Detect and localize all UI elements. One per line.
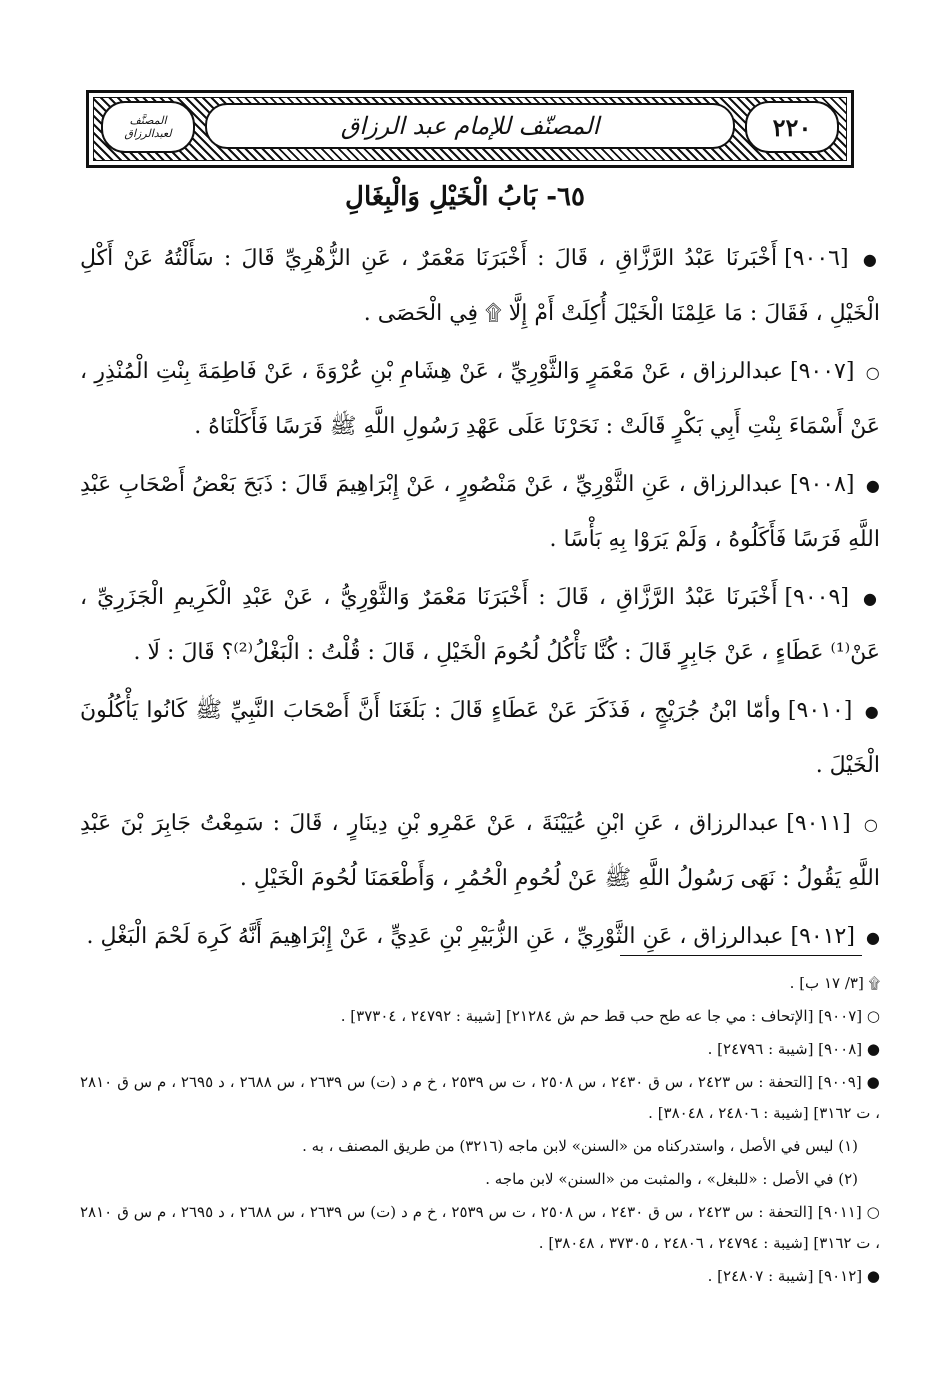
hadith-9012 <box>80 910 880 965</box>
page-header <box>86 90 854 168</box>
footnote-9008: ● [٩٠٠٨] [شيبة : ٢٤٧٩٦] . <box>707 1040 880 1058</box>
hadith-text: [٩٠١٠] وأمّا ابْنُ جُرَيْجٍ ، فَذَكَرَ عَنْ عَطَاءٍ قَالَ : بَلَغَنَا أَنَّ أَصْحَابَ النَّبِيِّ ﷺ كَانُوا يَأْكُلُونَ الْخَيْلَ . <box>80 698 880 778</box>
hadith-marker: ● <box>854 250 880 269</box>
footnote-2: (٢) في الأصل : «للبغل» ، والمثبت من «السنن» لابن ماجه . <box>485 1170 858 1188</box>
hadith-text: [٩٠٠٦] أَخْبَرنَا عَبْدُ الرَّزَّاقِ ، قَالَ : أَخْبَرَنَا مَعْمَرٌ ، عَنِ الزُّهْرِيِّ قَالَ : سَأَلْتُهُ عَنْ أَكْلِ الْخَيْلِ ، فَقَالَ : مَا عَلِمْنَا الْخَيْلَ أُكِلَتْ أَمْ إِلَّا ۩ فِي الْحَصَى . <box>80 246 880 326</box>
hadith-9008 <box>80 458 880 567</box>
hadith-marker: ● <box>860 476 881 495</box>
hadith-marker: ● <box>854 589 881 608</box>
hadith-9011 <box>80 797 880 906</box>
hadith-list <box>80 232 880 969</box>
book-logo-cartouche <box>101 101 195 153</box>
hadith-9010 <box>80 684 880 793</box>
footnote-9009: ● [٩٠٠٩] [التحفة : س ٢٤٢٣ ، س ق ٢٤٣٠ ، س ٢٥٠٨ ، ت س ٢٥٣٩ ، خ م د (ت) س ٢٦٣٩ ، س ٢٦٨٨ ، د ٢٦٩٥ ، م س ق ٢٨١٠ ، ت ٣١٦٢] [شيبة : ٢٤٨٠٦ ، ٣٨٠٤٨] . <box>80 1073 880 1122</box>
page-number-cartouche <box>745 101 839 153</box>
footnotes <box>80 968 880 1294</box>
header-title-band <box>205 103 735 149</box>
hadith-9009 <box>80 571 880 680</box>
hadith-text: [٩٠١١] عبدالرزاق ، عَنِ ابْنِ عُيَيْنَةَ ، عَنْ عَمْرِو بْنِ دِينَارٍ ، قَالَ : سَمِعْتُ جَابِرَ بْنَ عَبْدِ اللَّهِ يَقُولُ : نَهَى رَسُولُ اللَّهِ ﷺ عَنْ لُحُومِ الْحُمُرِ ، وَأَطْعَمَنَا لُحُومَ الْخَيْلِ . <box>80 811 880 891</box>
hadith-marker: ● <box>860 928 880 947</box>
hadith-text: [٩٠٠٧] عبدالرزاق ، عَنْ مَعْمَرٍ وَالثَّوْرِيِّ ، عَنْ هِشَامِ بْنِ عُرْوَةَ ، عَنْ فَاطِمَةَ بِنْتِ الْمُنْذِرِ ، عَنْ أَسْمَاءَ بِنْتِ أَبِي بَكْرٍ قَالَتْ : نَحَرْنَا عَلَى عَهْدِ رَسُولِ اللَّهِ ﷺ فَرَسًا فَأَكَلْنَاهُ . <box>80 359 880 439</box>
footnote-9012: ● [٩٠١٢] [شيبة : ٢٤٨٠٧] . <box>707 1267 880 1285</box>
hadith-9007 <box>80 345 880 454</box>
footnote-1: (١) ليس في الأصل ، واستدركناه من «السنن» لابن ماجه (٣٢١٦) من طريق المصنف ، به . <box>302 1137 858 1155</box>
running-title: المصنّف للإمام عبد الرزاق <box>340 112 600 140</box>
hadith-marker: ○ <box>860 363 881 382</box>
hadith-marker: ○ <box>856 815 881 834</box>
footnote-9011: ○ [٩٠١١] [التحفة : س ٢٤٢٣ ، س ق ٢٤٣٠ ، س ٢٥٠٨ ، ت س ٢٥٣٩ ، خ م د (ت) س ٢٦٣٩ ، س ٢٦٨٨ ، د ٢٦٩٥ ، م س ق ٢٨١٠ ، ت ٣١٦٢] [شيبة : ٢٤٧٩٤ ، ٢٤٨٠٦ ، ٣٧٣٠٥ ، ٣٨٠٤٨] . <box>80 1203 880 1252</box>
hadith-marker: ● <box>858 702 881 721</box>
hadith-text: [٩٠٠٩] أَخْبَرنَا عَبْدُ الرَّزَّاقِ ، قَالَ : أَخْبَرَنَا مَعْمَرٌ وَالثَّوْرِيُّ ، عَنْ عَبْدِ الْكَرِيمِ الْجَزَرِيِّ ، عَنْ⁽¹⁾ عَطَاءٍ ، عَنْ جَابِرٍ قَالَ : كُنَّا نَأْكُلُ لُحُومَ الْخَيْلِ ، قَالَ : قُلْتُ : الْبَغْلُ⁽²⁾؟ قَالَ : لَا . <box>80 585 880 665</box>
hadith-9006 <box>80 232 880 341</box>
footnote-divider <box>620 955 862 956</box>
hadith-text: [٩٠٠٨] عبدالرزاق ، عَنِ الثَّوْرِيِّ ، عَنْ مَنْصُورٍ ، عَنْ إِبْرَاهِيمَ قَالَ : ذَبَحَ بَعْضُ أَصْحَابِ عَبْدِ اللَّهِ فَرَسًا فَأَكَلُوهُ ، وَلَمْ يَرَوْا بِهِ بَأْسًا . <box>80 472 880 552</box>
page-number: ٢٢٠ <box>772 112 812 142</box>
hadith-text: [٩٠١٢] عبدالرزاق ، عَنِ الثَّوْرِيِّ ، عَنِ الزُّبَيْرِ بْنِ عَدِيٍّ ، عَنْ إِبْرَاهِيمَ أَنَّهُ كَرِهَ لَحْمَ الْبَغْلِ . <box>86 924 855 949</box>
book-logo: المصنَّف لعبدالرزاق <box>124 114 172 140</box>
footnote-9007: ○ [٩٠٠٧] [الإتحاف : مي جا عه طح حب قط حم ش ٢١٢٨٤] [شيبة : ٢٤٧٩٢ ، ٣٧٣٠٤] . <box>340 1007 880 1025</box>
footnote-manuscript-ref: ۩ [٣/ ١٧ ب] . <box>789 974 880 992</box>
chapter-title: ٦٥- بَابُ الْخَيْلِ وَالْبِغَالِ <box>345 182 585 212</box>
